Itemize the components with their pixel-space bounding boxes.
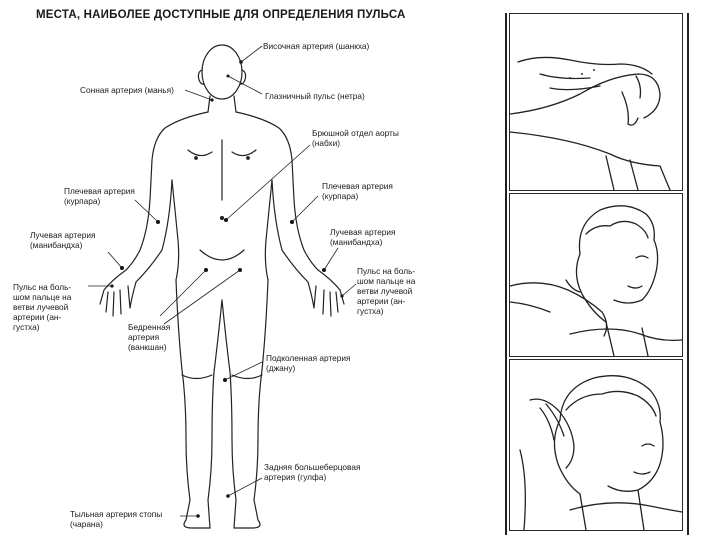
hand-right [308,270,344,316]
leg-left-inner [208,300,222,528]
label-dorsalis-pedis-artery: Тыльная артерия стопы (чарана) [70,509,163,529]
label-temporal-artery: Височная артерия (шанкха) [263,41,370,51]
arm-inner-left [136,180,172,282]
label-brachial-right: Плечевая артерия (курпара) [322,181,393,201]
arm-inner-right [272,180,308,282]
leg-right-inner [222,300,236,528]
hand-left [100,270,136,316]
knees [182,375,262,379]
head [202,45,242,99]
label-posterior-tibial-artery: Задняя большеберцовая артерия (гулфа) [264,462,361,482]
leg-left [176,280,210,528]
label-eye-pulse: Глазничный пульс (нетра) [265,91,365,101]
label-radial-left: Лучевая артерия (манибандха) [30,230,96,250]
label-carotid-artery: Сонная артерия (манья) [80,85,174,95]
label-femoral-artery: Бедренная артерия (ванкшан) [128,322,171,352]
page-title: МЕСТА, НАИБОЛЕЕ ДОСТУПНЫЕ ДЛЯ ОПРЕДЕЛЕНИЯ ПУЛЬСА [36,9,406,21]
label-thumb-pulse-right: Пульс на боль- шом пальце на ветви лучевой артерии (ан- густха) [357,266,416,316]
label-thumb-pulse-left: Пульс на боль- шом пальце на ветви лучевой артерии (ан- густха) [13,282,72,332]
leg-right [234,280,268,528]
illustration-wrist-pulse [509,13,683,191]
label-brachial-left: Плечевая артерия (курпара) [64,186,135,206]
label-radial-right: Лучевая артерия (манибандха) [330,227,396,247]
label-abdominal-aorta: Брюшной отдел аорты (набхи) [312,128,399,148]
label-popliteal-artery: Подколенная артерия (джану) [266,353,351,373]
illustration-carotid-pulse [509,193,683,357]
groin [200,250,244,260]
illustration-temporal-pulse [509,359,683,531]
